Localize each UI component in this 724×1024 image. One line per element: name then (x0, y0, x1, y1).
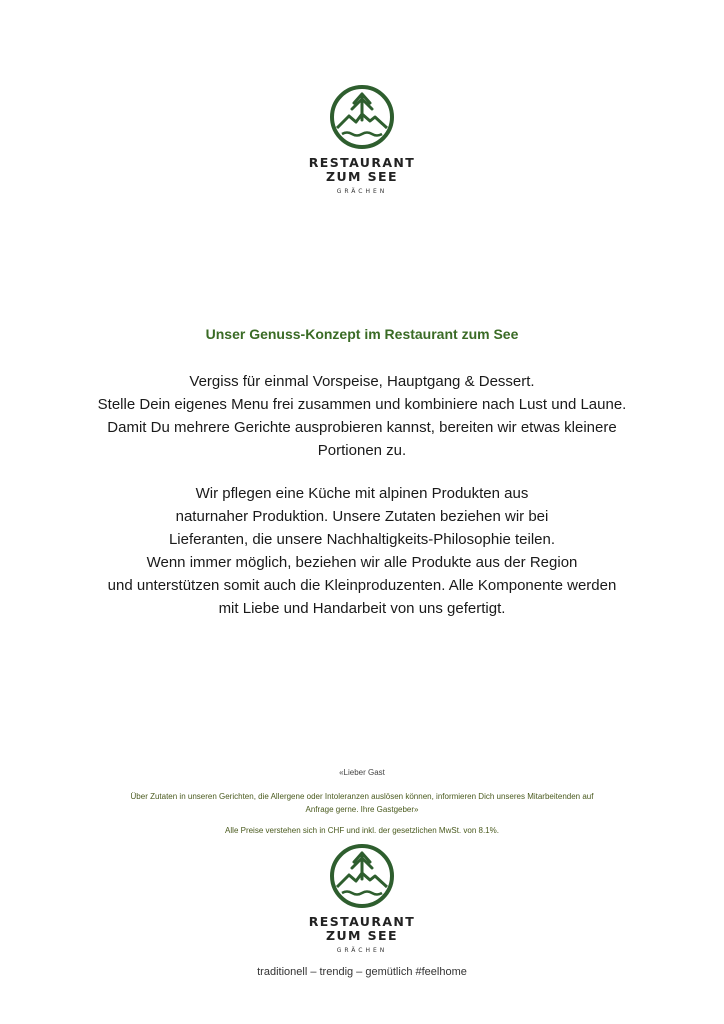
text-line: Anfrage gerne. Ihre Gastgeber» (305, 805, 419, 814)
text-line: Lieferanten, die unsere Nachhaltigkeits-Philosophie teilen. (168, 531, 556, 548)
text-line: Stelle Dein eigenes Menu frei zusammen und kombiniere nach Lust und Laune. (97, 396, 627, 413)
logo-location: GRÄCHEN (336, 188, 388, 195)
logo-name-line2: ZUM SEE (326, 169, 398, 184)
text-line: Vergiss für einmal Vorspeise, Hauptgang & Dessert. (189, 373, 535, 390)
text-line: und unterstützen somit auch die Kleinproduzenten. Alle Komponente werden (107, 577, 617, 594)
mountain-tree-emblem-icon (329, 84, 395, 150)
logo-top (0, 84, 724, 195)
text-line: Über Zutaten in unseren Gerichten, die Allergene oder Intoleranzen auslösen können, informieren Dich unseres Mitarbeitenden auf (130, 792, 594, 801)
logo-location: GRÄCHEN (336, 947, 388, 954)
logo-bottom (0, 843, 724, 954)
text-line: mit Liebe und Handarbeit von uns gefertigt. (218, 600, 506, 617)
logo-name-line1: RESTAURANT (308, 155, 416, 170)
mountain-tree-emblem-icon (329, 843, 395, 909)
concept-heading: Unser Genuss-Konzept im Restaurant zum See (205, 326, 519, 342)
text-line: Wir pflegen eine Küche mit alpinen Produkten aus (195, 485, 529, 502)
concept-paragraph-1 (60, 370, 664, 462)
tagline: traditionell – trendig – gemütlich #feelhome (257, 966, 467, 978)
text-line: naturnaher Produktion. Unsere Zutaten beziehen wir bei (175, 508, 549, 525)
text-line: Damit Du mehrere Gerichte ausprobieren kannst, bereiten wir etwas kleinere (107, 419, 617, 436)
text-line: Wenn immer möglich, beziehen wir alle Produkte aus der Region (146, 554, 578, 571)
prices-note: Alle Preise verstehen sich in CHF und inkl. der gesetzlichen MwSt. von 8.1%. (225, 826, 499, 835)
logo-name-line1: RESTAURANT (308, 914, 416, 929)
guest-title: «Lieber Gast (339, 768, 385, 777)
allergen-note (90, 790, 634, 816)
logo-name-line2: ZUM SEE (326, 928, 398, 943)
concept-paragraph-2 (60, 482, 664, 620)
text-line: Portionen zu. (317, 442, 407, 459)
